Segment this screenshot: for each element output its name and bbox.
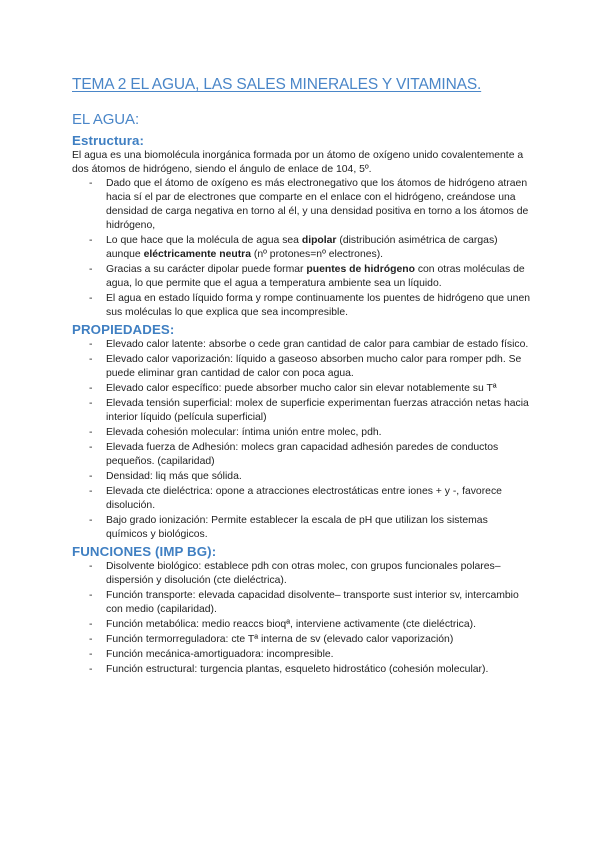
list-item (72, 292, 532, 320)
document-content (72, 132, 532, 678)
list-item (72, 470, 532, 484)
bullet-dash: - (89, 264, 93, 275)
bullet-dash: - (89, 649, 93, 660)
text-segment: Función metabólica: medio reaccs bioqª, interviene activamente (cte dieléctrica). (106, 619, 476, 630)
text-segment: Elevada tensión superficial: molex de superficie experimentan fuerzas atracción netas hacia interior líquido (película superficial) (106, 398, 529, 423)
bullet-dash: - (89, 398, 93, 409)
bullet-dash: - (89, 178, 93, 189)
bullet-dash: - (89, 235, 93, 246)
list-item (72, 177, 532, 233)
bold-term: dipolar (301, 235, 337, 246)
list-item (72, 382, 532, 396)
list-item (72, 618, 532, 632)
estructura-list (72, 177, 532, 320)
text-segment: Elevada cte dieléctrica: opone a atracciones electrostáticas entre iones + y -, favorece disolución. (106, 486, 502, 511)
text-segment: Gracias a su carácter dipolar puede formar (106, 264, 307, 275)
text-segment: con otras moléculas de agua, lo que permite que el agua a temperatura ambiente sea un líquido. (106, 264, 525, 289)
text-segment: Función mecánica-amortiguadora: incompresible. (106, 649, 334, 660)
bullet-dash: - (89, 471, 93, 482)
text-segment: Elevado calor específico: puede absorber mucho calor sin elevar notablemente su Tª (106, 383, 497, 394)
text-segment: Elevado calor latente: absorbe o cede gran cantidad de calor para cambiar de estado físico. (106, 339, 529, 350)
list-item (72, 397, 532, 425)
list-item (72, 338, 532, 352)
text-segment: El agua en estado líquido forma y rompe continuamente los puentes de hidrógeno que unen sus moléculas lo que explica que sea incompresible. (106, 293, 531, 318)
section-heading-propiedades: PROPIEDADES: (72, 322, 175, 337)
text-segment: (nº protones=nº electrones). (250, 249, 384, 260)
list-item (72, 589, 532, 617)
text-segment: (distribución asimétrica de cargas) aunque (106, 235, 498, 260)
text-segment: Bajo grado ionización: Permite establecer la escala de pH que utilizan los sistemas químicos y biológicos. (106, 515, 488, 540)
funciones-list (72, 560, 532, 677)
text-segment: Lo que hace que la molécula de agua sea (106, 235, 302, 246)
propiedades-list (72, 338, 532, 542)
list-item (72, 441, 532, 469)
document-subtitle: EL AGUA: (72, 111, 140, 128)
list-item (72, 633, 532, 647)
text-segment: Disolvente biológico: establece pdh con otras molec, con grupos funcionales polares–dispersión y disolución (cte dieléctrica). (106, 561, 501, 586)
list-item (72, 353, 532, 381)
bullet-dash: - (89, 293, 93, 304)
text-segment: Función transporte: elevada capacidad disolvente– transporte sust interior sv, intercambio con medio (capilaridad). (106, 590, 519, 615)
section-heading-funciones: FUNCIONES (IMP BG): (72, 544, 217, 559)
bullet-dash: - (89, 427, 93, 438)
bullet-dash: - (89, 619, 93, 630)
bullet-dash: - (89, 354, 93, 365)
list-item (72, 560, 532, 588)
text-segment: Elevado calor vaporización: líquido a gaseoso absorben mucho calor para romper pdh. Se puede eliminar gran cantidad de calor con poca agua. (106, 354, 522, 379)
list-item (72, 263, 532, 291)
list-item (72, 485, 532, 513)
bold-term: eléctricamente neutra (143, 249, 251, 260)
bullet-dash: - (89, 664, 93, 675)
list-item (72, 426, 532, 440)
list-item (72, 234, 532, 262)
text-segment: Dado que el átomo de oxígeno es más electronegativo que los átomos de hidrógeno atraen hacia sí el par de electrones que comparte en el enlace con el hidrógeno, creándose una densidad de carga negativa en torno al él, y una densidad positiva en torno a los átomos de hidrógeno, (106, 178, 529, 231)
bullet-dash: - (89, 561, 93, 572)
list-item (72, 648, 532, 662)
bullet-dash: - (89, 383, 93, 394)
bullet-dash: - (89, 339, 93, 350)
bullet-dash: - (89, 515, 93, 526)
bullet-dash: - (89, 442, 93, 453)
list-item (72, 663, 532, 677)
text-segment: Función estructural: turgencia plantas, esqueleto hidrostático (cohesión molecular). (106, 664, 489, 675)
document-title: TEMA 2 EL AGUA, LAS SALES MINERALES Y VITAMINAS. (72, 76, 482, 93)
text-segment: Función termorreguladora: cte Tª interna de sv (elevado calor vaporización) (106, 634, 454, 645)
text-segment: Densidad: liq más que sólida. (106, 471, 242, 482)
bold-term: puentes de hidrógeno (306, 264, 415, 275)
bullet-dash: - (89, 634, 93, 645)
text-segment: Elevada cohesión molecular: íntima unión entre molec, pdh. (106, 427, 382, 438)
list-item (72, 514, 532, 542)
text-segment: Elevada fuerza de Adhesión: molecs gran capacidad adhesión paredes de conductos pequeños. (capilaridad) (106, 442, 499, 467)
bullet-dash: - (89, 590, 93, 601)
bullet-dash: - (89, 486, 93, 497)
section-heading-estructura: Estructura: (72, 133, 145, 148)
estructura-intro: El agua es una biomolécula inorgánica formada por un átomo de oxígeno unido covalentemente a dos átomos de hidrógeno, siendo el ángulo de enlace de 104, 5º. (72, 150, 524, 175)
